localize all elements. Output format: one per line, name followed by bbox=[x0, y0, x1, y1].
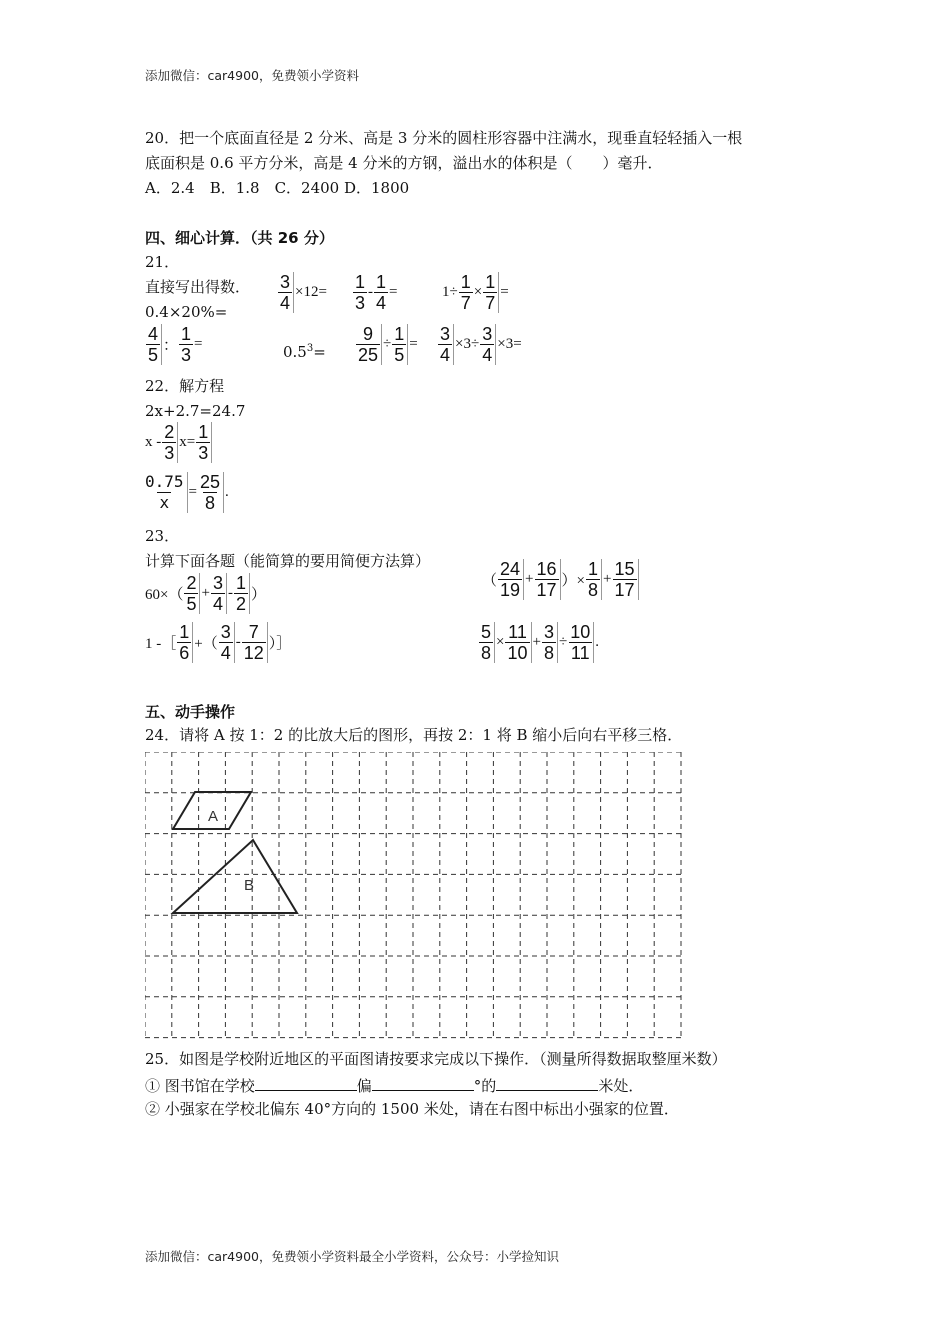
q22-title: 22．解方程 bbox=[145, 377, 225, 395]
q21-expr-3: $\frac{1}{3}$ - $\frac{1}{4}$ = bbox=[355, 272, 398, 313]
q21-expr-6: $0.5^3=$ bbox=[283, 343, 326, 361]
answer-blank-3[interactable] bbox=[496, 1074, 598, 1091]
q23-number: 23． bbox=[145, 527, 180, 545]
q23-problem-4: $\frac{5}{8}$ × $\frac{11}{10}$ + $\frac{3}{8}$ ÷ $\frac{10}{11}$ . bbox=[481, 622, 600, 663]
q21-expr-1: 0.4×20%= bbox=[145, 303, 228, 321]
q20-line2: 底面积是 0.6 平方分米，高是 4 分米的方钢，溢出水的体积是（ ）毫升． bbox=[145, 154, 663, 172]
q21-expr-7: $\frac{9}{25}$ ÷ $\frac{1}{5}$ = bbox=[358, 324, 418, 365]
q25-line1: 25．如图是学校附近地区的平面图请按要求完成以下操作．（测量所得数据取整厘米数） bbox=[145, 1050, 727, 1068]
q21-expr-2: $\frac{3}{4}$ ×12= bbox=[280, 272, 327, 313]
dashed-grid bbox=[145, 752, 681, 1038]
q21-expr-8: $\frac{3}{4}$ ×3÷ $\frac{3}{4}$ ×3= bbox=[440, 324, 522, 365]
answer-blank-2[interactable] bbox=[372, 1074, 474, 1091]
q23-intro: 计算下面各题（能简算的要用简便方法算） bbox=[145, 552, 431, 570]
q20-options: A．2.4 B．1.8 C．2400 D．1800 bbox=[145, 179, 410, 197]
q22-eq-2: x - $\frac{2}{3}$ x= $\frac{1}{3}$ bbox=[145, 422, 213, 463]
label-a: A bbox=[208, 808, 219, 825]
q20-line1: 20．把一个底面直径是 2 分米、高是 3 分米的圆柱形容器中注满水，现垂直轻轻插入一根 bbox=[145, 129, 743, 147]
q23-problem-2: （ $\frac{24}{19}$ + $\frac{16}{17}$ ）× $\frac{1}{8}$ + $\frac{15}{17}$ bbox=[482, 559, 640, 600]
q21-number: 21． bbox=[145, 253, 180, 271]
q22-eq-3: $\frac{0.75}{x}$ = $\frac{25}{8}$ . bbox=[145, 472, 229, 513]
q21-intro: 直接写出得数． bbox=[145, 278, 251, 296]
q22-eq-1: 2x+2.7=24.7 bbox=[145, 402, 246, 420]
q25-line2: ① 图书馆在学校 偏 °的 米处． bbox=[145, 1074, 643, 1096]
label-b: B bbox=[244, 877, 255, 894]
q24-text: 24．请将 A 按 1：2 的比放大后的图形，再按 2：1 将 B 缩小后向右平移三格． bbox=[145, 726, 683, 744]
q23-problem-3: 1 -［ $\frac{1}{6}$ +（ $\frac{3}{4}$ - $\frac{7}{12}$ ）］ bbox=[145, 622, 292, 663]
triangle-b bbox=[173, 840, 297, 913]
section-5-title: 五、动手操作 bbox=[145, 703, 236, 721]
q25-line3: ② 小强家在学校北偏东 40°方向的 1500 米处，请在右图中标出小强家的位置． bbox=[145, 1100, 679, 1118]
q21-expr-4: 1÷ $\frac{1}{7}$ × $\frac{1}{7}$ = bbox=[442, 272, 509, 313]
page-header: 添加微信：car4900，免费领小学资料 bbox=[145, 68, 359, 83]
q23-problem-1: 60×（ $\frac{2}{5}$ + $\frac{3}{4}$ - $\frac{1}{2}$ ） bbox=[145, 573, 266, 614]
section-4-title: 四、细心计算．（共 26 分） bbox=[145, 229, 334, 247]
answer-blank-1[interactable] bbox=[255, 1074, 357, 1091]
q21-expr-5: $\frac{4}{5}$ ： $\frac{1}{3}$ = bbox=[148, 324, 203, 365]
page-footer: 添加微信：car4900，免费领小学资料最全小学资料，公众号：小学捡知识 bbox=[145, 1249, 559, 1264]
q24-grid-figure bbox=[145, 752, 687, 1042]
